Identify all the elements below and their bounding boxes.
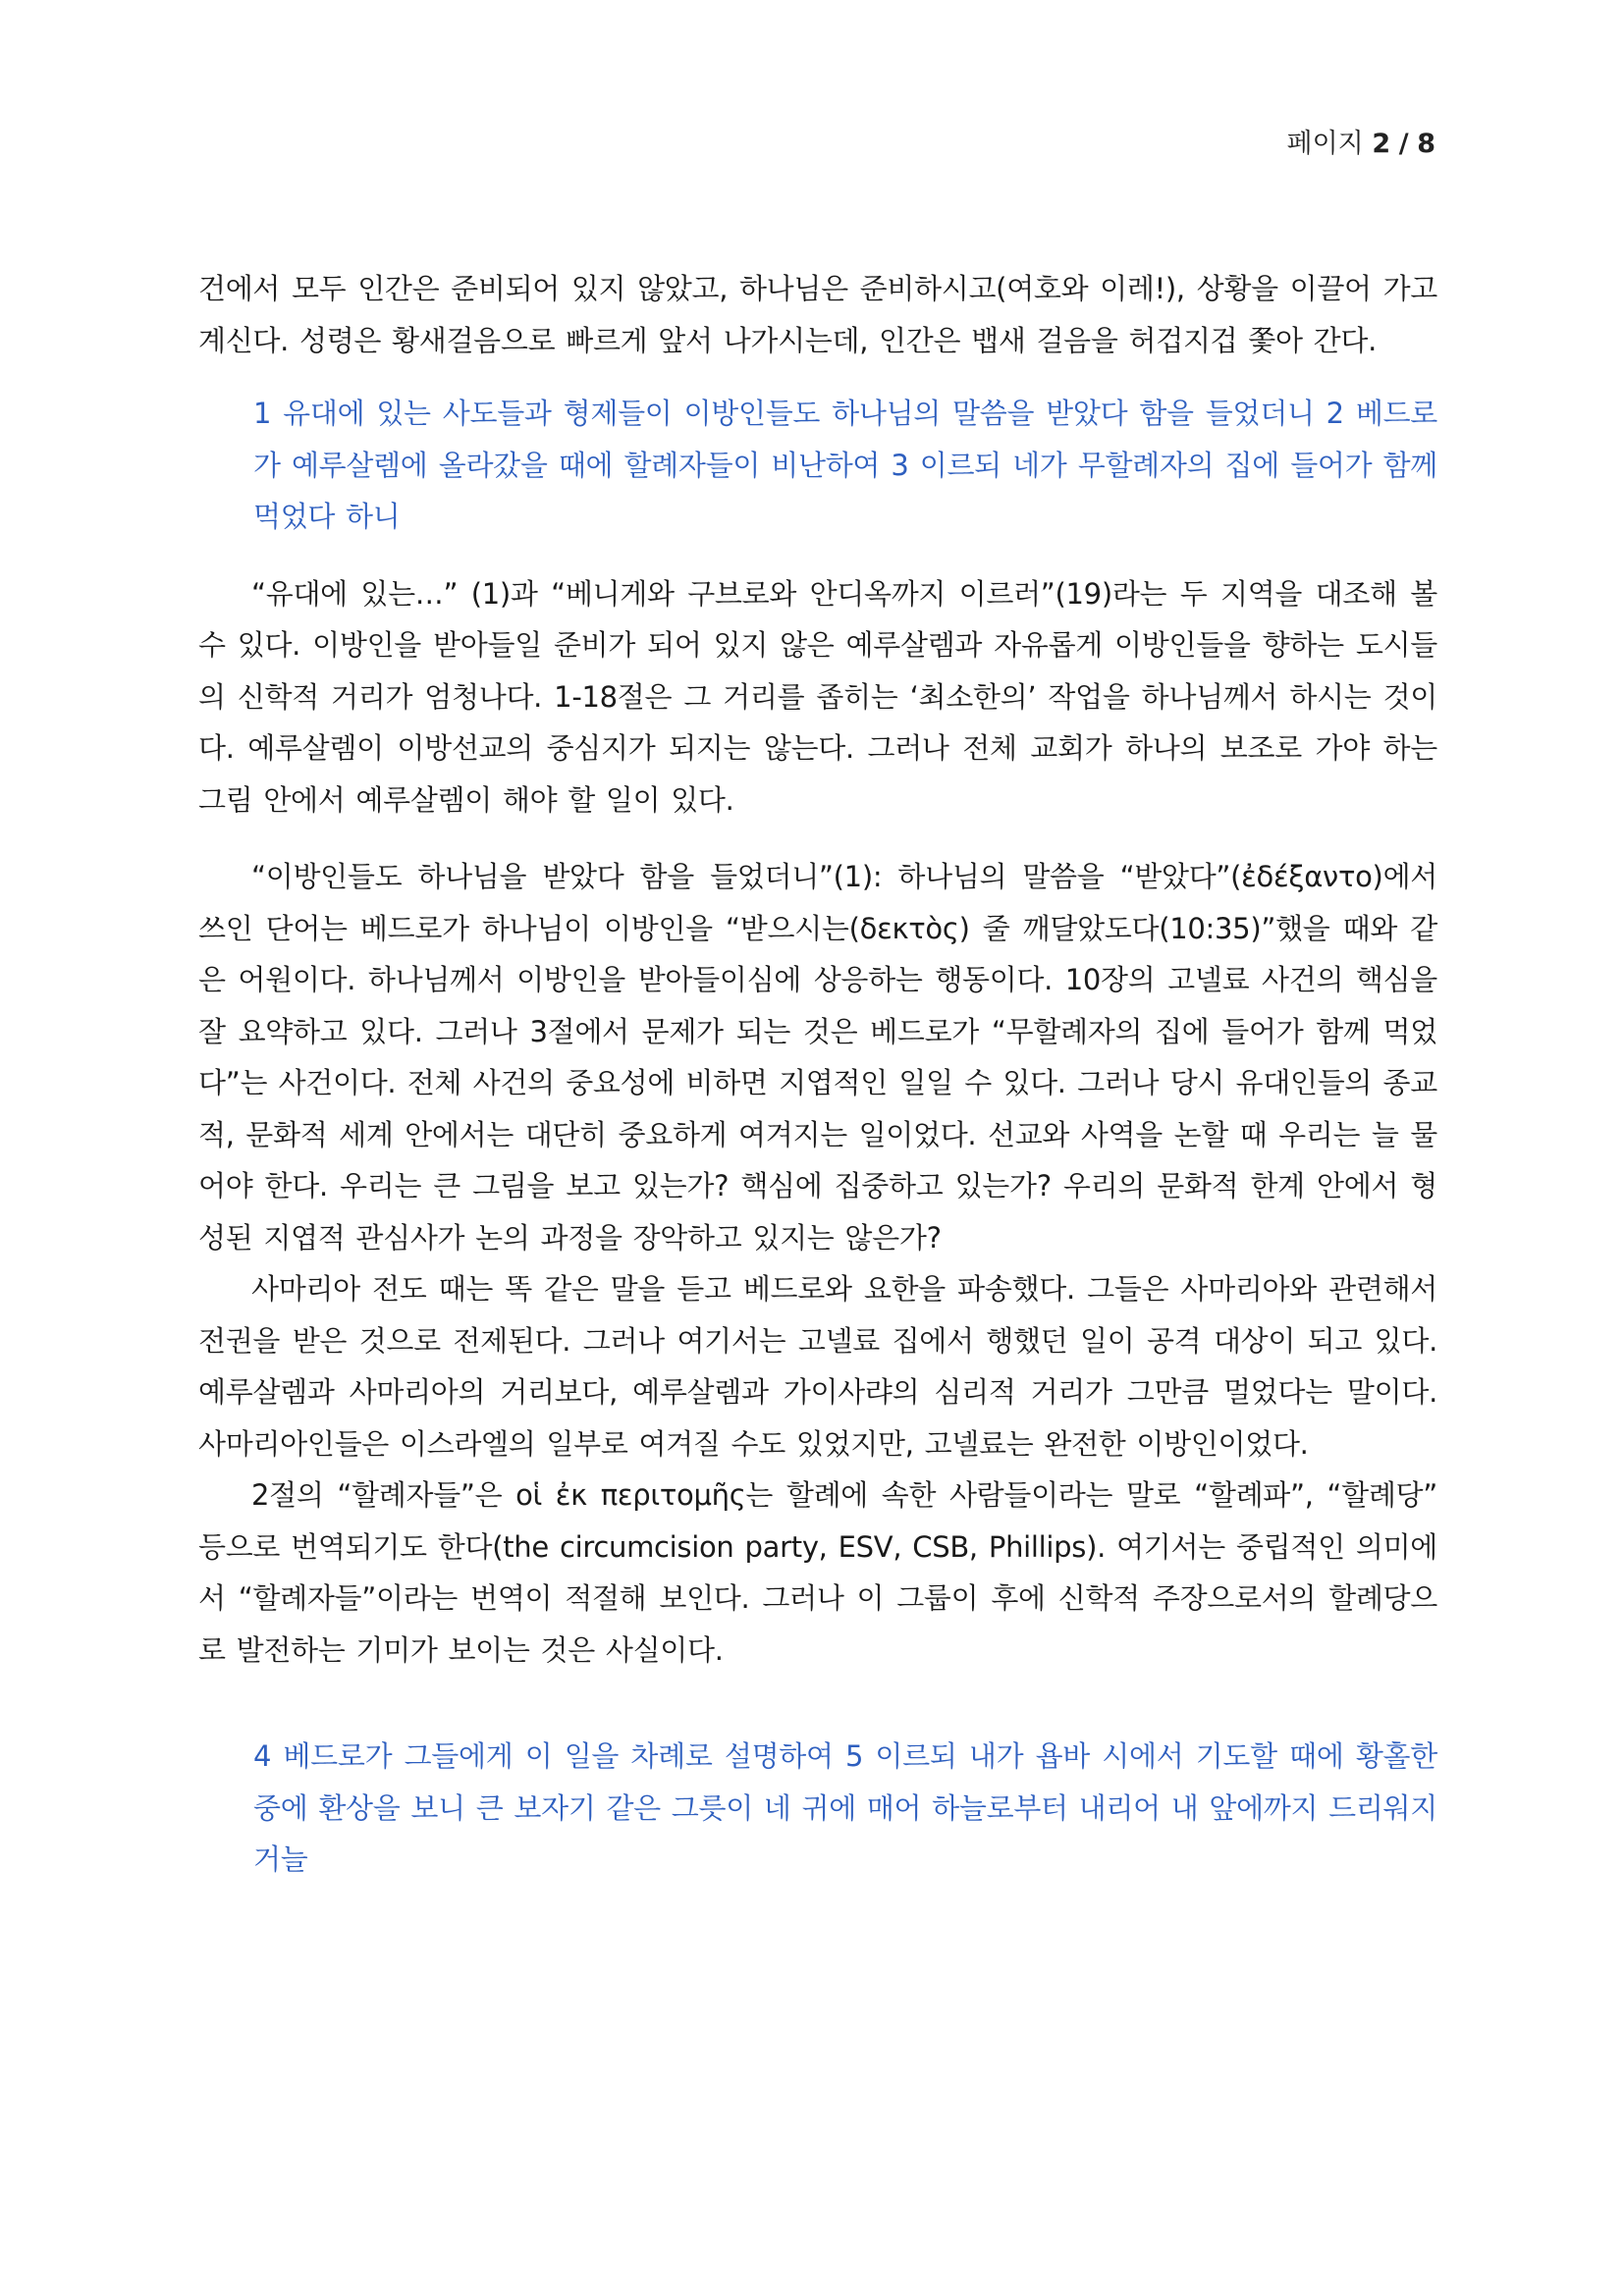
current-page-number: 2 — [1372, 129, 1391, 159]
scripture-quote: 1 유대에 있는 사도들과 형제들이 이방인들도 하나님의 말씀을 받았다 함을 들었더니 2 베드로가 예루살렘에 올라갔을 때에 할례자들이 비난하여 3 이르되 네가 무할례자의 집에 들어가 함께 먹었다 하니 — [253, 397, 1437, 533]
page-number-header — [1287, 122, 1436, 160]
document-body — [198, 263, 1437, 1886]
body-paragraph: “이방인들도 하나님을 받았다 함을 들었더니”(1): 하나님의 말씀을 “받았다”(ἐδέξαντο)에서 쓰인 단어는 베드로가 하나님이 이방인을 “받으시는(δεκτὸς) 줄 깨달았도다(10:35)”했을 때와 같은 어원이다. 하나님께서 이방인을 받아들이심에 상응하는 행동이다. 10장의 고넬료 사건의 핵심을 잘 요약하고 있다. 그러나 3절에서 문제가 되는 것은 베드로가 “무할례자의 집에 들어가 함께 먹었다”는 사건이다. 전체 사건의 중요성에 비하면 지엽적인 일일 수 있다. 그러나 당시 유대인들의 종교적, 문화적 세계 안에서는 대단히 중요하게 여겨지는 일이었다. 선교와 사역을 논할 때 우리는 늘 물어야 한다. 우리는 큰 그림을 보고 있는가? 핵심에 집중하고 있는가? 우리의 문화적 한계 안에서 형성된 지엽적 관심사가 논의 과정을 장악하고 있지는 않은가? — [198, 860, 1437, 1255]
body-paragraph: 사마리아 전도 때는 똑 같은 말을 듣고 베드로와 요한을 파송했다. 그들은 사마리아와 관련해서 전권을 받은 것으로 전제된다. 그러나 여기서는 고넬료 집에서 행했던 일이 공격 대상이 되고 있다. 예루살렘과 사마리아의 거리보다, 예루살렘과 가이사랴의 심리적 거리가 그만큼 멀었다는 말이다. 사마리아인들은 이스라엘의 일부로 여겨질 수도 있었지만, 고넬료는 완전한 이방인이었다. — [198, 1272, 1437, 1461]
page-label: 페이지 — [1286, 129, 1364, 159]
scripture-quote: 4 베드로가 그들에게 이 일을 차례로 설명하여 5 이르되 내가 욥바 시에서 기도할 때에 황홀한 중에 환상을 보니 큰 보자기 같은 그릇이 네 귀에 매어 하늘로부터 내리어 내 앞에까지 드리워지거늘 — [253, 1739, 1437, 1876]
body-paragraph: “유대에 있는…” (1)과 “베니게와 구브로와 안디옥까지 이르러”(19)라는 두 지역을 대조해 볼 수 있다. 이방인을 받아들일 준비가 되어 있지 않은 예루살렘과 자유롭게 이방인들을 향하는 도시들의 신학적 거리가 엄청나다. 1-18절은 그 거리를 좁히는 ‘최소한의’ 작업을 하나님께서 하시는 것이다. 예루살렘이 이방선교의 중심지가 되지는 않는다. 그러나 전체 교회가 하나의 보조로 가야 하는 그림 안에서 예루살렘이 해야 할 일이 있다. — [198, 576, 1437, 817]
total-page-count: 8 — [1417, 129, 1435, 159]
body-paragraph: 2절의 “할례자들”은 οἱ ἐκ περιτομῆς는 할례에 속한 사람들이라는 말로 “할례파”, “할례당” 등으로 번역되기도 한다(the circumcision party, ESV, CSB, Phillips). 여기서는 중립적인 의미에서 “할례자들”이라는 번역이 적절해 보인다. 그러나 이 그룹이 후에 신학적 주장으로서의 할례당으로 발전하는 기미가 보이는 것은 사실이다. — [198, 1478, 1437, 1667]
page-separator: / — [1398, 129, 1409, 159]
body-paragraph: 건에서 모두 인간은 준비되어 있지 않았고, 하나님은 준비하시고(여호와 이레!), 상황을 이끌어 가고 계신다. 성령은 황새걸음으로 빠르게 앞서 나가시는데, 인간은 뱁새 걸음을 허겁지겁 쫓아 간다. — [198, 272, 1437, 357]
